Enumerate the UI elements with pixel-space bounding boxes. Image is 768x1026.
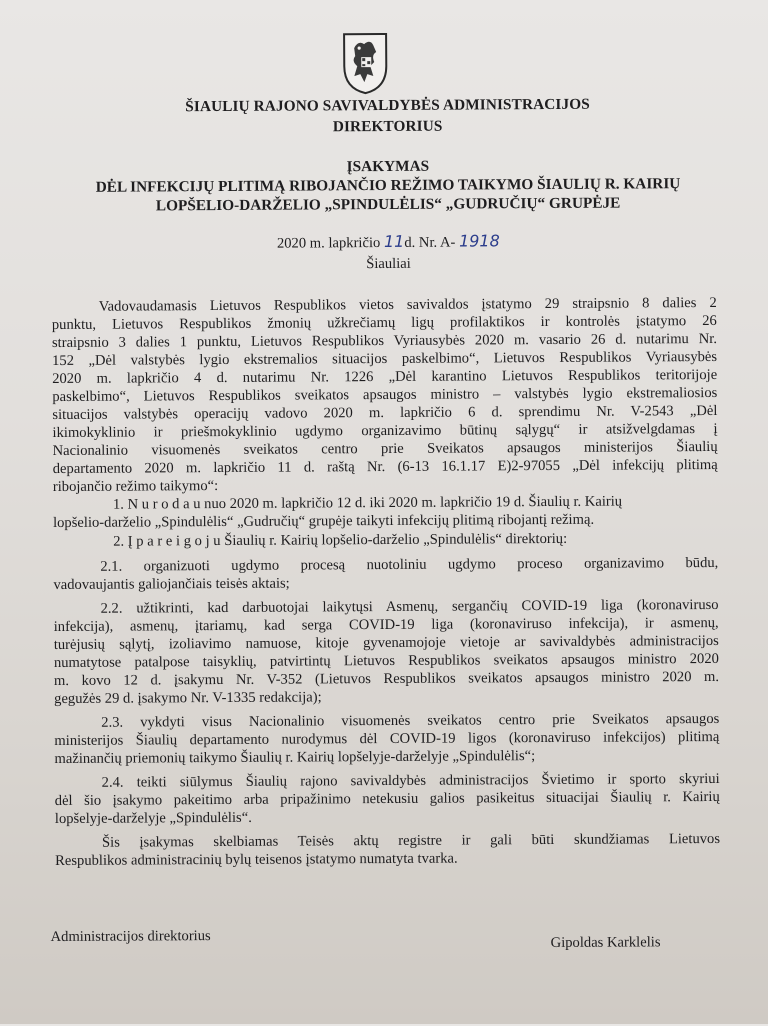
paragraph-line: vadovaujantis galiojančiais teisės aktais; — [53, 575, 290, 594]
paragraph-line: Respublikos administracinių bylų teisenos įstatymo numatyta tvarka. — [55, 850, 458, 870]
paragraph-line: mažinančių priemonių taikymo Šiaulių r. Kairių lopšelyje-darželyje „Spindulėlis“; — [54, 748, 536, 768]
signatory-position: Administracijos direktorius — [50, 928, 211, 946]
paragraph-line: 2.3. vykdyti visus Nacionalinio visuomenės sveikatos centro prie Sveikatos apsaugos — [101, 710, 720, 731]
item-text: Šiaulių r. Kairių lopšelio-darželio „Spindulėlis“ direktorių: — [220, 530, 568, 549]
item-number: 2. — [113, 533, 128, 550]
paragraph-line: paskelbimo“, Lietuvos Respublikos sveikatos apsaugos ministro – valstybės lygio ekstremaliosios — [52, 384, 718, 406]
document-title-line: DĖL INFEKCIJŲ PLITIMĄ RIBOJANČIO REŽIMO TAIKYMO ŠIAULIŲ R. KAIRIŲ — [95, 175, 681, 196]
item-number: 1. — [112, 496, 128, 513]
paragraph-line: punktu, Lietuvos Respublikos žmonių užkrečiamų ligų profilaktikos ir kontrolės įstatymo 26 — [51, 312, 717, 334]
paragraph-line: gegužės 29 d. įsakymo Nr. V-1335 redakcija); — [54, 689, 322, 708]
paragraph-line: 2.2. užtikrinti, kad darbuotojai laikytųsi Asmenų, sergančių COVID-19 liga (koronaviruso — [100, 596, 719, 617]
paragraph-line: situacijos valstybės operacijų vadovo 2020 m. lapkričio 6 d. sprendimu Nr. V-2543 „Dėl — [52, 402, 718, 424]
paragraph-line: 2.1. organizuoti ugdymo procesą nuotoliniu ugdymo proceso organizavimo būdu, — [100, 554, 719, 575]
paragraph-line: ministerijos Šiaulių departamento nurodymus dėl COVID-19 ligos (koronaviruso infekcijos) plitimą — [54, 728, 720, 750]
handwritten-day: 11 — [383, 231, 405, 251]
institution-role: DIREKTORIUS — [332, 117, 443, 136]
paragraph-line: dėl šio įsakymo pakeitimo arba pripažinimo netekusiu galios pasikeitus situacijai Šiaulių r. Kairių — [54, 788, 720, 810]
paragraph-line: Nacionalinio visuomenės sveikatos centro prie Sveikatos apsaugos ministerijos Šiaulių — [52, 438, 718, 460]
city: Šiauliai — [366, 255, 411, 273]
date-prefix: 2020 m. lapkričio — [276, 234, 384, 252]
paragraph-line: lopšelio-darželio „Spindulėlis“ „Gudručių“ grupėje taikyti infekcijų plitimą ribojantį režimą. — [53, 511, 595, 532]
document-title-line: LOPŠELIO-DARŽELIO „SPINDULĖLIS“ „GUDRUČIŲ“ GRUPĖJE — [155, 194, 621, 215]
item-text: nuo 2020 m. lapkričio 12 d. iki 2020 m. lapkričio 19 d. Šiaulių r. Kairių — [200, 493, 623, 513]
paragraph-line: lopšelyje-darželyje „Spindulėlis“. — [54, 809, 252, 828]
date-mid: d. Nr. A- — [404, 234, 460, 251]
item-2 — [113, 530, 567, 551]
paragraph-line: Šis įsakymas skelbiamas Teisės aktų registre ir gali būti skundžiamas Lietuvos — [101, 830, 721, 851]
coat-of-arms-icon — [340, 30, 390, 96]
item-verb: N u r o d a u — [127, 496, 201, 513]
paragraph-line: Vadovaudamasis Lietuvos Respublikos vietos savivaldos įstatymo 29 straipsnio 8 dalies 2 — [98, 294, 717, 315]
item-verb: Į p a r e i g o j u — [127, 532, 221, 550]
handwritten-number: 1918 — [458, 231, 500, 251]
paragraph-line: m. kovo 12 d. įsakymu Nr. V-352 (Lietuvos Respublikos sveikatos apsaugos ministro 2020 m. — [53, 668, 720, 690]
signatory-name: Gipoldas Karklelis — [550, 934, 661, 951]
dateline — [38, 230, 738, 254]
institution-name: ŠIAULIŲ RAJONO SAVIVALDYBĖS ADMINISTRACIJOS — [185, 95, 590, 116]
paragraph-line: ribojančio režimo taikymo“: — [52, 478, 219, 496]
paragraph-line: straipsnio 3 dalies 1 punktu, Lietuvos Respublikos Vyriausybės 2020 m. vasario 26 d. nutarimu Nr. — [51, 330, 717, 352]
paragraph-line: turėjusių sąlytį, izoliavimo namuose, kitoje gyvenamojoje vietoje ar savivaldybės administracijos — [53, 632, 719, 654]
paragraph-line: 2020 m. lapkričio 4 d. nutarimu Nr. 1226 „Dėl karantino Lietuvos Respublikos teritorijoje — [52, 366, 718, 388]
paragraph-line: ikimokyklinio ir priešmokyklinio ugdymo organizavimo būtinų sąlygų“ ir atsižvelgdamas į — [52, 420, 718, 442]
paragraph-line: departamento 2020 m. lapkričio 11 d. raštą Nr. (6-13 16.1.17 E)2-97055 „Dėl infekcijų plitimą — [52, 456, 718, 478]
paragraph-line: numatytose patalpose taisyklių, patvirtintų Lietuvos Respublikos sveikatos apsaugos ministro 2020 — [53, 650, 719, 672]
paragraph-line: 2.4. teikti siūlymus Šiaulių rajono savivaldybės administracijos Švietimo ir sporto skyriui — [101, 770, 720, 791]
document-type: ĮSAKYMAS — [346, 157, 430, 176]
paragraph-line: 152 „Dėl valstybės lygio ekstremalios situacijos paskelbimo“, Lietuvos Respublikos Vyriausybės — [52, 348, 718, 370]
paragraph-line: infekcija), asmenų, įtariamų, kad serga COVID-19 liga (koronaviruso infekcija), ir asmenų, — [53, 614, 719, 636]
